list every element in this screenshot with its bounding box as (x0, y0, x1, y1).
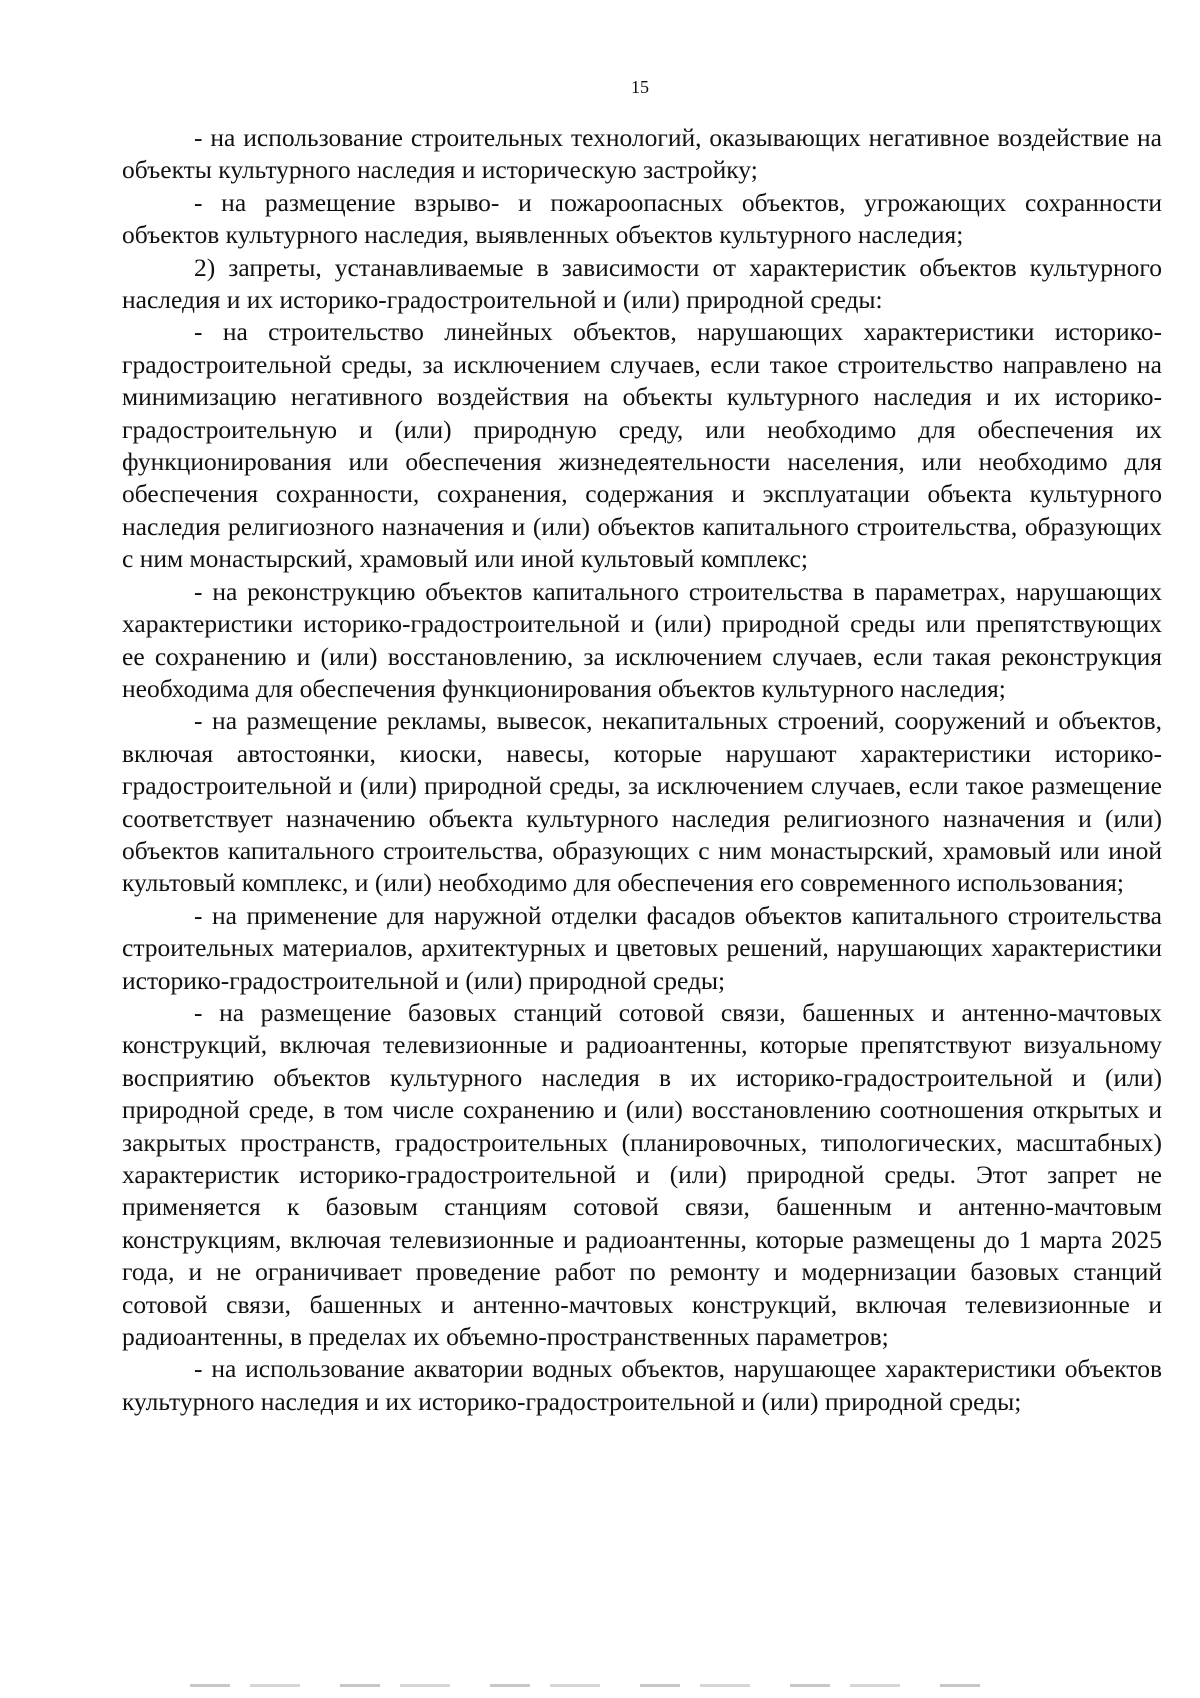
paragraph: - на применение для наружной отделки фасадов объектов капитального строительства строительных материалов, архитектурных и цветовых решений, нарушающих характеристики историко-градостроительной и (или) природной среды; (122, 900, 1162, 995)
scan-artifact (190, 1684, 990, 1687)
document-body (122, 122, 1162, 1418)
page-number: 15 (631, 77, 649, 97)
paragraph: - на размещение базовых станций сотовой связи, башенных и антенно-мачтовых конструкций, включая телевизионные и радиоантенны, которые препятствуют визуальному восприятию объектов культурного наследия в их историко-градостроительной и (или) природной среде, в том числе сохранению и (или) восстановлению соотношения открытых и закрытых пространств, градостроительных (планировочных, типологических, масштабных) характеристик историко-градостроительной и (или) природной среды. Этот запрет не применяется к базовым станциям сотовой связи, башенным и антенно-мачтовым конструкциям, включая телевизионные и радиоантенны, которые размещены до 1 марта 2025 года, и не ограничивает проведение работ по ремонту и модернизации базовых станций сотовой связи, башенных и антенно-мачтовых конструкций, включая телевизионные и радиоантенны, в пределах их объемно-пространственных параметров; (122, 997, 1162, 1352)
paragraph: - на строительство линейных объектов, нарушающих характеристики историко-градостроительной среды, за исключением случаев, если такое строительство направлено на минимизацию негативного воздействия на объекты культурного наследия и их историко-градостроительную и (или) природную среду, или необходимо для обеспечения их функционирования или обеспечения жизнедеятельности населения, или необходимо для обеспечения сохранности, сохранения, содержания и эксплуатации объекта культурного наследия религиозного назначения и (или) объектов капитального строительства, образующих с ним монастырский, храмовый или иной культовый комплекс; (122, 317, 1162, 574)
paragraph: - на использование строительных технологий, оказывающих негативное воздействие на объекты культурного наследия и историческую застройку; (122, 123, 1162, 185)
paragraph: 2) запреты, устанавливаемые в зависимости от характеристик объектов культурного наследия и их историко-градостроительной и (или) природной среды: (122, 252, 1162, 315)
paragraph: - на использование акватории водных объектов, нарушающее характеристики объектов культурного наследия и их историко-градостроительной и (или) природной среды; (122, 1354, 1162, 1416)
paragraph: - на реконструкцию объектов капитального строительства в параметрах, нарушающих характеристики историко-градостроительной и (или) природной среды или препятствующих ее сохранению и (или) восстановлению, за исключением случаев, если такая реконструкция необходима для обеспечения функционирования объектов культурного наследия; (122, 576, 1162, 703)
paragraph: - на размещение взрыво- и пожароопасных объектов, угрожающих сохранности объектов культурного наследия, выявленных объектов культурного наследия; (122, 187, 1162, 250)
paragraph: - на размещение рекламы, вывесок, некапитальных строений, сооружений и объектов, включая автостоянки, киоски, навесы, которые нарушают характеристики историко-градостроительной и (или) природной среды, за исключением случаев, если такое размещение соответствует назначению объекта культурного наследия религиозного назначения и (или) объектов капитального строительства, образующих с ним монастырский, храмовый или иной культовый комплекс, и (или) необходимо для обеспечения его современного использования; (122, 706, 1162, 898)
